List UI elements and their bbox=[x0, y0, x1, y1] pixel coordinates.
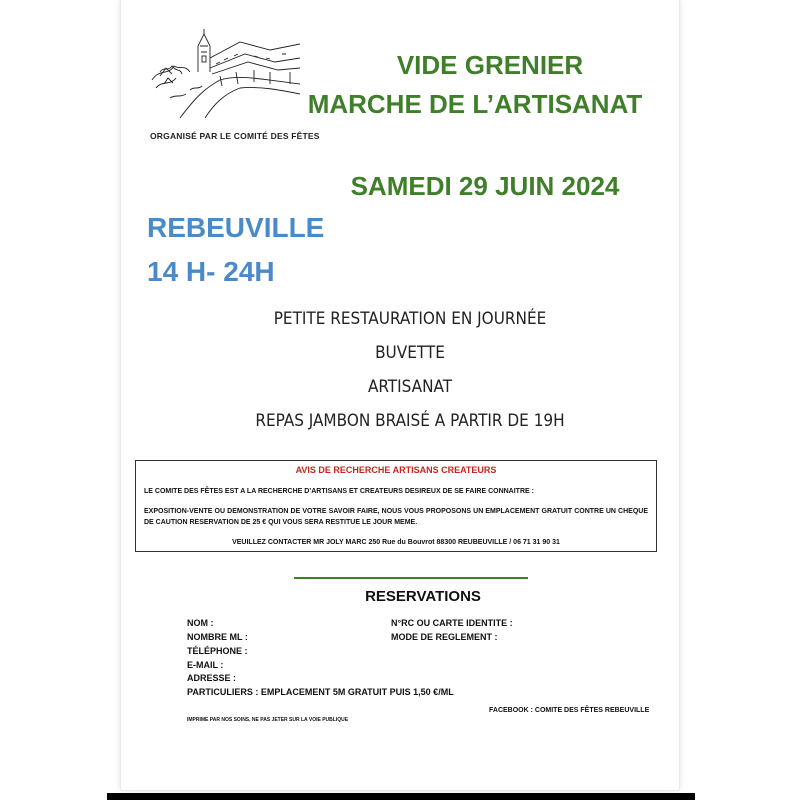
program-item: ARTISANAT bbox=[367, 377, 453, 397]
field-adresse: ADRESSE : bbox=[187, 673, 237, 683]
bottom-bar bbox=[107, 793, 695, 800]
event-hours: 14 H- 24H bbox=[147, 256, 275, 287]
notice-paragraph: EXPOSITION-VENTE OU DEMONSTRATION DE VOTRE SAVOIR FAIRE, NOUS VOUS PROPOSONS UN EMPLACEMENT GRATUIT CONTRE UN CHEQUE DE CAUTION RESERVATION DE 25 € QUI VOUS SERA RESTITUE LE JOUR MEME. bbox=[144, 508, 648, 526]
program-item: BUVETTE bbox=[375, 343, 445, 363]
notice-contact: VEUILLEZ CONTACTER MR JOLY MARC 250 Rue du Bouvrot 88300 REUBEUVILLE / 06 71 31 90 31 bbox=[232, 539, 560, 546]
field-mode-reglement: MODE DE REGLEMENT : bbox=[391, 632, 498, 642]
field-telephone: TÉLÉPHONE : bbox=[187, 646, 248, 656]
organiser-text: ORGANISÉ PAR LE COMITÉ DES FÊTES bbox=[150, 131, 320, 141]
village-sketch-icon bbox=[150, 28, 300, 118]
title-vide-grenier: VIDE GRENIER bbox=[396, 50, 584, 80]
field-email: E-MAIL : bbox=[187, 660, 224, 670]
facebook-text: FACEBOOK : COMITE DES FÊTES REBEUVILLE bbox=[489, 707, 650, 714]
print-notice: IMPRIME PAR NOS SOINS, NE PAS JETER SUR LA VOIE PUBLIQUE bbox=[187, 717, 349, 723]
program-item: PETITE RESTAURATION EN JOURNÉE bbox=[273, 309, 547, 329]
event-city: REBEUVILLE bbox=[147, 212, 325, 243]
field-nrc: N°RC OU CARTE IDENTITE : bbox=[391, 618, 513, 628]
separator-line bbox=[294, 577, 528, 579]
event-date: SAMEDI 29 JUIN 2024 bbox=[350, 171, 620, 201]
reservations-title: RESERVATIONS bbox=[365, 588, 481, 605]
notice-title: AVIS DE RECHERCHE ARTISANS CREATEURS bbox=[295, 465, 497, 475]
field-particuliers: PARTICULIERS : EMPLACEMENT 5M GRATUIT PUIS 1,50 €/ML bbox=[187, 687, 454, 697]
field-nom: NOM : bbox=[187, 618, 214, 628]
artisan-notice-box bbox=[135, 460, 657, 552]
title-marche-artisanat: MARCHE DE L’ARTISANAT bbox=[307, 89, 643, 119]
program-item: REPAS JAMBON BRAISÉ A PARTIR DE 19H bbox=[255, 411, 565, 431]
field-nombre-ml: NOMBRE ML : bbox=[187, 632, 248, 642]
notice-line: LE COMITE DES FÊTES EST A LA RECHERCHE D’ARTISANS ET CREATEURS DESIREUX DE SE FAIRE CONNAITRE : bbox=[144, 488, 534, 495]
